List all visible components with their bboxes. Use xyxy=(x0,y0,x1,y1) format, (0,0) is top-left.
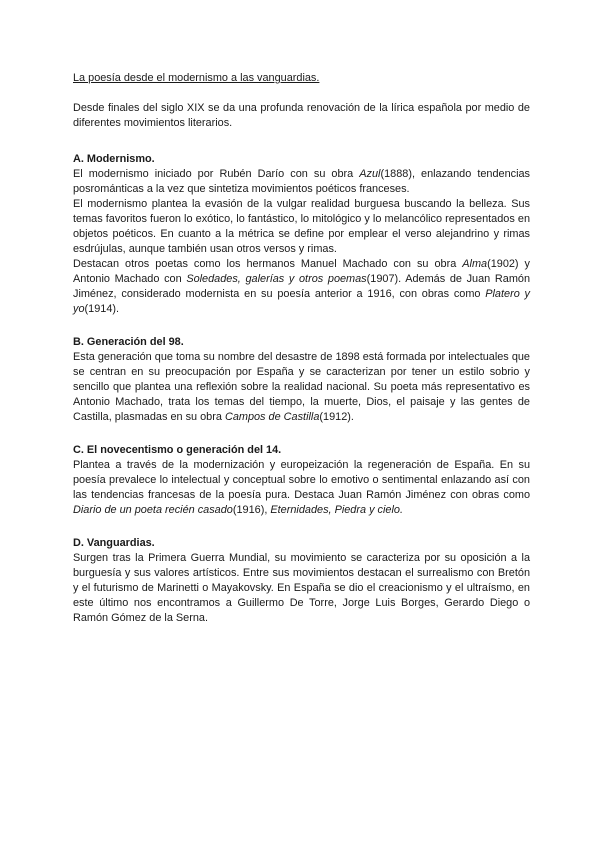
work-title: Alma xyxy=(462,258,488,270)
work-title: Soledades, galerías y otros poemas xyxy=(186,273,367,285)
section-heading: A. Modernismo. xyxy=(73,153,155,165)
text-run: (1888), enlazando tendencias posrománticas a la vez que sintetiza movimientos poéticos franceses. xyxy=(73,168,531,195)
text-run: Plantea a través de la modernización y europeización la regeneración de España. En su poesía prevalece lo intelectual y conceptual sobre lo emotivo o sentimental enlazando así con las tendencias francesas de la poesía pura. Destaca Juan Ramón Jiménez con obras como xyxy=(73,459,530,501)
document-title: La poesía desde el modernismo a las vanguardias. xyxy=(73,72,320,84)
section-modernismo xyxy=(73,152,530,317)
paragraph xyxy=(73,350,530,425)
paragraph: Surgen tras la Primera Guerra Mundial, su movimiento se caracteriza por su oposición a la burguesía y sus valores artísticos. Entre sus movimientos destacan el surrealismo con Bretón y el futurismo de Marinetti o Mayakovsky. En España se dio el creacionismo y el ultraísmo, en este último nos encontramos a Guillermo De Torre, Jorge Luis Borges, Gerardo Diego o Ramón Gómez de la Serna. xyxy=(73,552,530,624)
text-run: (1902) y Antonio Machado con xyxy=(73,258,531,285)
section-heading: C. El novecentismo o generación del 14. xyxy=(73,444,282,456)
section-generacion-98 xyxy=(73,335,530,425)
section-heading: D. Vanguardias. xyxy=(73,537,155,549)
section-novecentismo xyxy=(73,443,530,518)
work-title: Eternidades, Piedra y cielo. xyxy=(270,504,403,516)
paragraph: El modernismo plantea la evasión de la vulgar realidad burguesa buscando la belleza. Sus temas favoritos fueron lo exótico, lo fantástico, lo mitológico y lo melancólico representados en objetos poéticos. En cuanto a la métrica se define por emplear el verso alejandrino y rimas esdrújulas, aunque también usan otros versos y rimas. xyxy=(73,198,530,255)
work-title: Azul xyxy=(359,168,381,180)
paragraph xyxy=(73,257,530,317)
work-title: Campos de Castilla xyxy=(224,411,320,423)
text-run: (1912). xyxy=(319,411,354,423)
section-vanguardias xyxy=(73,536,530,626)
text-run: (1907). Además de Juan Ramón Jiménez, considerado modernista en su poesía anterior a 1916, con obras como xyxy=(73,273,531,300)
text-run: (1914). xyxy=(84,303,120,315)
text-run: Esta generación que toma su nombre del desastre de 1898 está formada por intelectuales que se centran en su preocupación por España y se caracterizan por tener un estilo sobrio y sencillo que plantea una reflexión sobre la realidad nacional. Su poeta más representativo es Antonio Machado, trata los temas del tiempo, la muerte, Dios, el paisaje y las gentes de Castilla, plasmadas en su obra xyxy=(73,351,530,423)
text-run: Destacan otros poetas como los hermanos Manuel Machado con su obra xyxy=(73,258,463,270)
work-title: Diario de un poeta recién casado xyxy=(73,504,233,516)
text-run: El modernismo iniciado por Rubén Darío con su obra xyxy=(73,168,360,180)
paragraph xyxy=(73,167,530,197)
work-title: Platero y yo xyxy=(73,288,530,315)
intro-paragraph: Desde finales del siglo XIX se da una profunda renovación de la lírica española por medio de diferentes movimientos literarios. xyxy=(73,102,530,129)
paragraph xyxy=(73,458,530,518)
text-run: (1916), xyxy=(232,504,271,516)
section-heading: B. Generación del 98. xyxy=(73,336,184,348)
